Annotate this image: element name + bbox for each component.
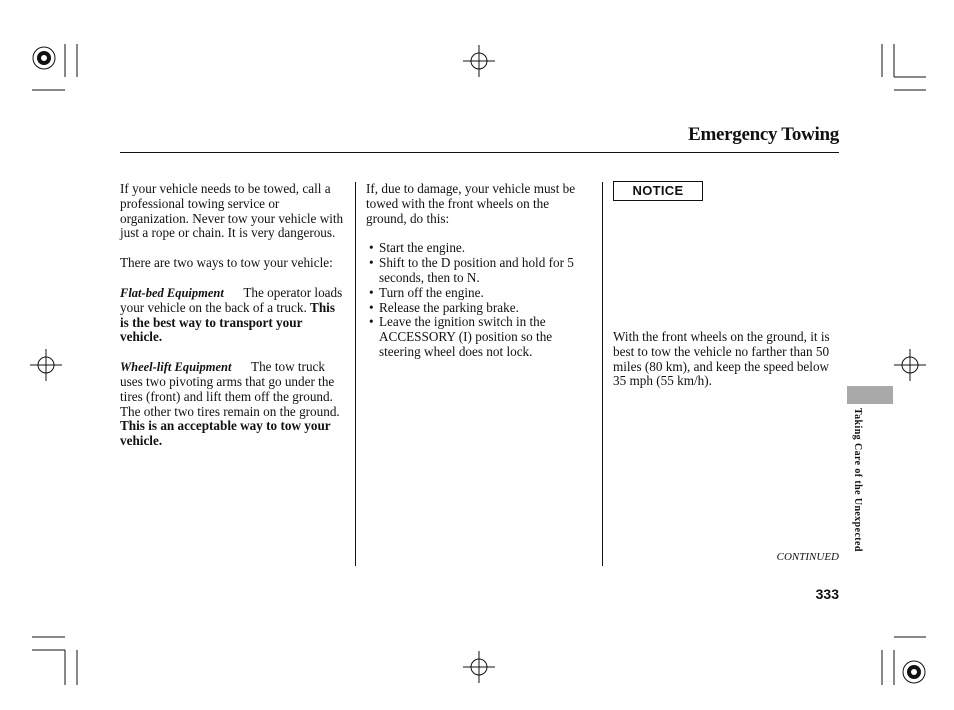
wheellift-bold: This is an acceptable way to tow your vehicle.: [120, 418, 331, 449]
towing-ways: There are two ways to tow your vehicle:: [120, 255, 333, 271]
list-item: • Shift to the D position and hold for 5 seconds, then to N.: [366, 256, 592, 286]
wheellift-text: The tow truck uses two pivoting arms that go under the tires (front) and lift them off the ground. The other two tires remain on the ground.: [120, 359, 340, 419]
column-1: [120, 182, 345, 464]
column-divider-1: [355, 182, 356, 566]
title-rule: [120, 152, 839, 153]
page-title: Emergency Towing: [688, 124, 839, 145]
flatbed-bold: This is the best way to transport your vehicle.: [120, 299, 335, 345]
front-wheels-intro: If, due to damage, your vehicle must be towed with the front wheels on the ground, do this:: [366, 181, 576, 226]
wheellift-lead: Wheel-lift Equipment: [120, 360, 232, 375]
flatbed-text: The operator loads your vehicle on the back of a truck.: [120, 284, 343, 315]
notice-paragraph: With the front wheels on the ground, it is best to tow the vehicle no farther than 50 miles (80 km), and keep the speed below 35 mph (55 km/h).: [613, 329, 830, 389]
list-item: • Leave the ignition switch in the ACCESSORY (I) position so the steering wheel does not lock.: [366, 315, 592, 359]
wheellift-paragraph: [120, 360, 345, 449]
flatbed-lead: Flat-bed Equipment: [120, 285, 224, 300]
list-item: • Start the engine.: [366, 241, 592, 256]
towing-intro: If your vehicle needs to be towed, call a professional towing service or organization. Never tow your vehicle with just a rope or chain. It is very dangerous.: [120, 181, 344, 241]
section-tab: [847, 386, 893, 404]
notice-badge: NOTICE: [613, 181, 703, 201]
list-item: • Release the parking brake.: [366, 301, 592, 316]
continued-label: CONTINUED: [776, 551, 839, 563]
column-2: [366, 182, 592, 360]
flatbed-paragraph: [120, 286, 345, 345]
page-number: 333: [815, 586, 839, 602]
towing-steps-list: [366, 241, 592, 359]
list-item: • Turn off the engine.: [366, 286, 592, 301]
section-label: Taking Care of the Unexpected: [852, 408, 863, 552]
column-divider-2: [602, 182, 603, 566]
